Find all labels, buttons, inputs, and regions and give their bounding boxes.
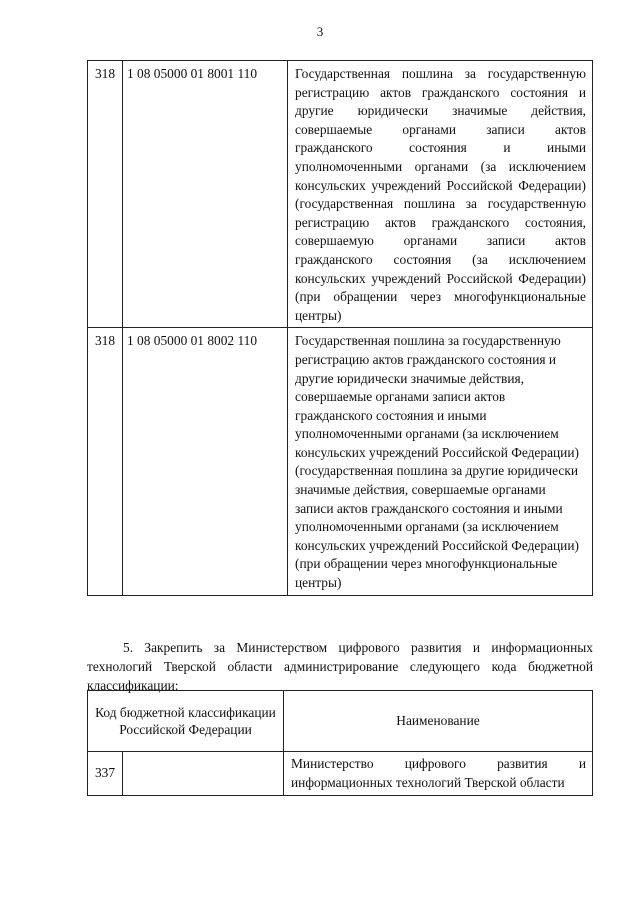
paragraph-5: 5. Закрепить за Министерством цифрового развития и информационных технологий Тверской области администрирование следующего кода бюджетной классификации: [87, 640, 593, 693]
admin-code-cell: 337 [88, 752, 123, 796]
name-cell: Министерство цифрового развития и информационных технологий Тверской области [284, 752, 593, 796]
admin-table [87, 690, 593, 796]
kbk-cell [123, 752, 284, 796]
header-kbk: Код бюджетной классификации Российской Федерации [88, 691, 284, 752]
name-cell: Государственная пошлина за государственную регистрацию актов гражданского состояния и другие юридически значимые действия, совершаемые органами записи актов гражданского состояния и иными уполномоченными органами (за исключением консульских учреждений Российской Федерации) (государственная пошлина за другие юридически значимые действия, совершаемые органами записи актов гражданского состояния и иными уполномоченными органами (за исключением консульских учреждений Российской Федерации) (при обращении через многофункциональные центры) [288, 328, 593, 595]
admin-code-cell: 318 [88, 61, 123, 328]
kbk-cell: 1 08 05000 01 8001 110 [123, 61, 288, 328]
admin-code-cell: 318 [88, 328, 123, 595]
page-number: 3 [316, 24, 324, 39]
table-row [88, 61, 593, 328]
table-row [88, 328, 593, 595]
kbk-cell: 1 08 05000 01 8002 110 [123, 328, 288, 595]
table-row [88, 752, 593, 796]
header-name: Наименование [284, 691, 593, 752]
name-cell: Государственная пошлина за государственную регистрацию актов гражданского состояния и другие юридически значимые действия, совершаемые органами записи актов гражданского состояния и иными уполномоченными органами (за исключением консульских учреждений Российской Федерации) (государственная пошлина за государственную регистрацию актов гражданского состояния, совершаемую органами записи актов гражданского состояния (за исключением консульских учреждений Российской Федерации) (при обращении через многофункциональные центры) [288, 61, 593, 328]
table-header-row [88, 691, 593, 752]
kbk-table [87, 60, 593, 596]
